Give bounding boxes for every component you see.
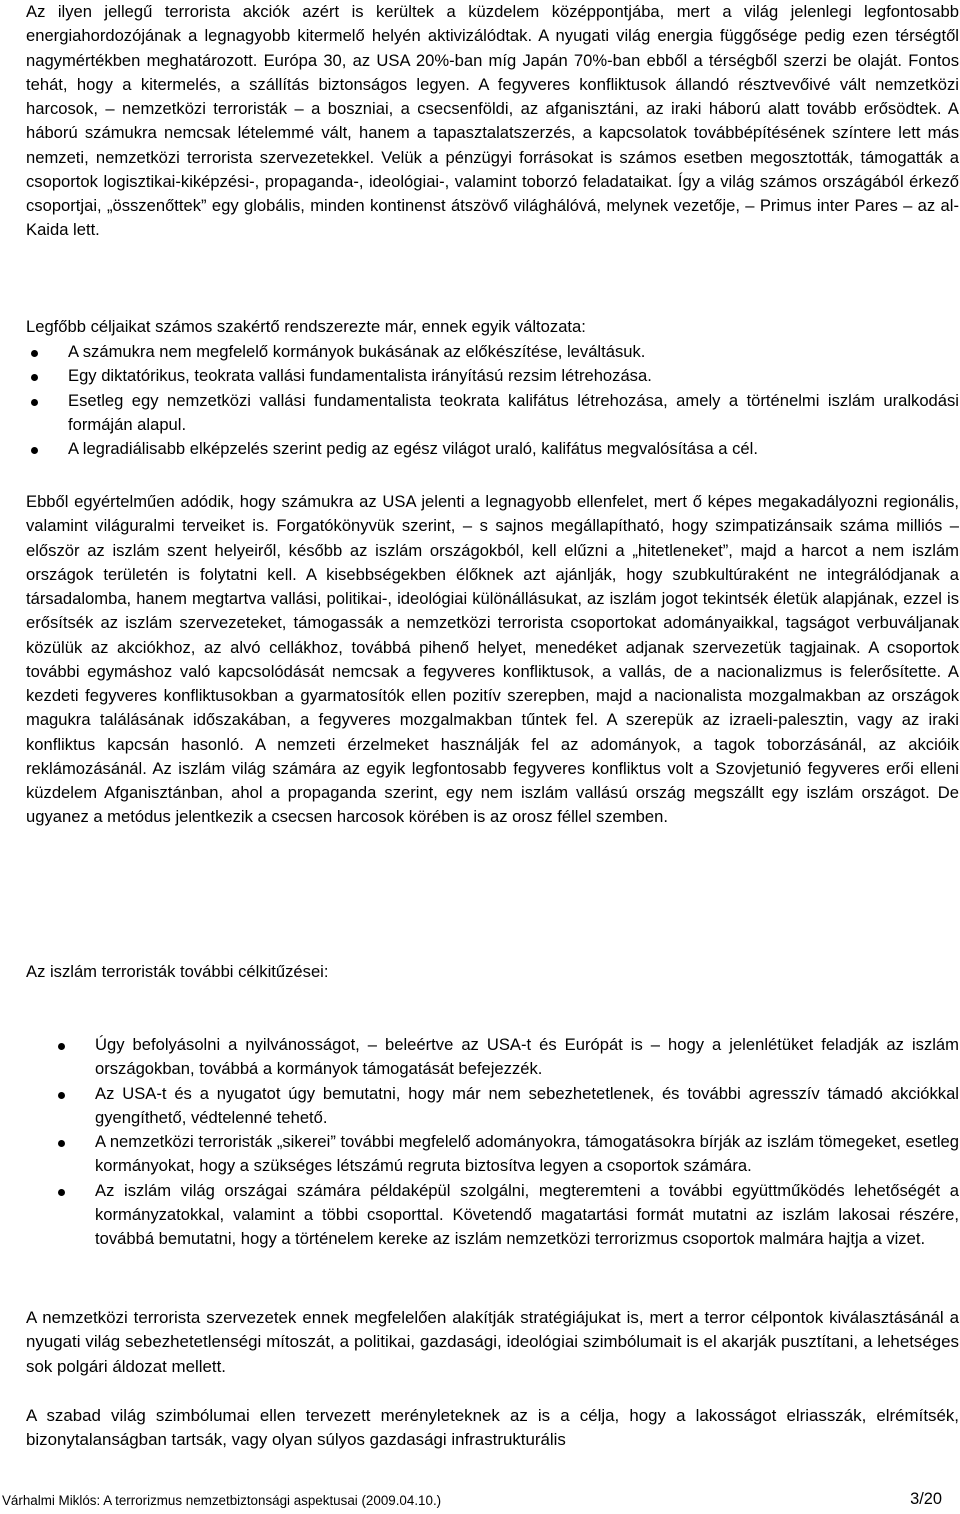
footer-citation: Várhalmi Miklós: A terrorizmus nemzetbiztonsági aspektusai (2009.04.10.): [2, 1493, 442, 1508]
bullet-icon: [31, 399, 38, 406]
further-goals-list: [26, 1033, 959, 1251]
bullet-icon: [31, 374, 38, 381]
paragraph-strategy: A nemzetközi terrorista szervezetek ennek megfelelően alakítják stratégiájukat is, mert a terror célpontok kiválasztásánál a nyugati világ sebezhetetlenségi mítoszát, a politikai, gazdasági, ideológiai szimbólumait is el akarják pusztítani, a lehetséges sok polgári áldozat mellett.: [26, 1308, 959, 1376]
bullet-icon: [58, 1092, 65, 1099]
goals-list: [26, 340, 959, 461]
list-item: A nemzetközi terroristák „sikerei” további megfelelő adományokra, támogatásokra bírják az iszlám tömegeket, esetleg kormányokat, hogy a szükséges létszámú regruta biztosítva legyen a csoportok számára.: [26, 1130, 959, 1179]
list-item: Az iszlám világ országai számára példaképül szolgálni, megteremteni a további együttműködés lehetőségét a kormányzatokkal, valamint a többi csoporttal. Követendő magatartási formát mutatni az iszlám lakosai részére, továbbá bemutatni, hogy a történelem kereke az iszlám nemzetközi terrorizmus csoportok malmára hajtja a vizet.: [26, 1179, 959, 1252]
list-item: Egy diktatórikus, teokrata vallási fundamentalista irányítású rezsim létrehozása.: [26, 364, 959, 388]
list-item: A legradiálisabb elképzelés szerint pedig az egész világot uraló, kalifátus megvalósítása a cél.: [26, 437, 959, 461]
list-item: Az USA-t és a nyugatot úgy bemutatni, hogy már nem sebezhetetlenek, és további agresszív támadó akciókkal gyengíthető, védtelenné tehető.: [26, 1082, 959, 1131]
bullet-icon: [58, 1140, 65, 1147]
bullet-icon: [31, 447, 38, 454]
list-item: Úgy befolyásolni a nyilvánosságot, – beleértve az USA-t és Európát is – hogy a jelenlétüket feladják az iszlám országokban, továbbá a kormányok támogatását befejezzék.: [26, 1033, 959, 1082]
bullet-icon: [58, 1189, 65, 1196]
paragraph-symbols: A szabad világ szimbólumai ellen tervezett merényleteknek az is a célja, hogy a lakosságot elriasszák, elrémítsék, bizonytalanságban tartsák, vagy olyan súlyos gazdasági infrastrukturális: [26, 1406, 959, 1450]
page-footer: [2, 1490, 942, 1509]
paragraph-further-goals-intro: Az iszlám terroristák további célkitűzései:: [26, 962, 329, 981]
paragraph-goals-intro: Legfőbb céljaikat számos szakértő rendszerezte már, ennek egyik változata:: [26, 317, 586, 336]
bullet-icon: [58, 1043, 65, 1050]
list-item: A számukra nem megfelelő kormányok bukásának az előkészítése, leváltásuk.: [26, 340, 959, 364]
paragraph-usa: Ebből egyértelműen adódik, hogy számukra az USA jelenti a legnagyobb ellenfelet, mert ő képes megakadályozni regionális, valamint világuralmi terveiket is. Forgatókönyvük szerint, – s sajnos megállapítható, hogy szimpatizánsaik száma milliós – először az iszlám szent helyeiről, később az iszlám országokból, kell elűzni a „hitetleneket”, majd a harcot a nem iszlám országok területén is folytatni kell. A kisebbségekben élőknek azt ajánlják, hogy szubkultúraként ne integrálódjanak a társadalomba, hanem megtartva vallási, politikai-, ideológiai különállásukat, az iszlám jogot tekintsék életük alapjának, ezzel is erősítsék az iszlám szervezeteket, támogassák a nemzetközi terrorista csoportokat adományaikkal, tagságot verbuváljanak közülük az akciókhoz, az alvó cellákhoz, továbbá pihenő helyet, menedéket adjanak szervezetük tagjainak. A csoportok további egymáshoz való kapcsolódását nemcsak a fegyveres konfliktusok, a vallás, de a nacionalizmus is felerősítette. A kezdeti fegyveres konfliktusokban a gyarmatosítók ellen pozitív szerepben, majd a nacionalista mozgalmakban az országok magukra találásának időszakában, a fegyveres mozgalmakban tűntek fel. A szerepük az izraeli-palesztin, vagy az iraki konfliktus kapcsán hasonló. A nemzeti érzelmeket használják fel az adományok, a tagok toborzásánál, az akcióik reklámozásánál. Az iszlám világ számára az egyik legfontosabb fegyveres konfliktus volt a Szovjetunió fegyveres erői elleni küzdelem Afganisztánban, ahol a propaganda szerint, egy nem iszlám vallású ország megszállt egy iszlám országot. De ugyanez a metódus jelentkezik a csecsen harcosok körében is az orosz féllel szemben.: [26, 492, 959, 827]
paragraph-intro: Az ilyen jellegű terrorista akciók azért is kerültek a küzdelem középpontjába, mert a világ jelenlegi legfontosabb energiahordozójának a legnagyobb kitermelő helyén aktivizálódtak. A nyugati világ energia függősége pedig ezen térségtől nagymértékben meghatározott. Európa 30, az USA 20%-ban míg Japán 70%-ban ebből a térségből szerzi be olaját. Fontos tehát, hogy a kitermelés, a szállítás biztonságos legyen. A fegyveres konfliktusok állandó résztvevőivé vált nemzetközi harcosok, – nemzetközi terroristák – a boszniai, a csecsenföldi, az afganisztáni, az iraki háború alatt tovább erősödtek. A háború számukra nemcsak lételemmé vált, hanem a tapasztalatszerzés, a kapcsolatok továbbépítésének színtere lett más nemzeti, nemzetközi terrorista szervezetekkel. Velük a pénzügyi forrásokat is számos esetben megosztották, támogatták a csoportok logisztikai-kiképzési-, propaganda-, ideológiai-, valamint toborzó feladataikat. Így a világ számos országából érkező csoportjai, „összenőttek” egy globális, minden kontinenst átszövő világhálóvá, melynek vezetője, – Primus inter Pares – az al-Kaida lett.: [26, 2, 959, 240]
list-item: Esetleg egy nemzetközi vallási fundamentalista teokrata kalifátus létrehozása, amely a történelmi iszlám uralkodási formáján alapul.: [26, 389, 959, 438]
bullet-icon: [31, 350, 38, 357]
page-number: 3/20: [910, 1490, 942, 1508]
